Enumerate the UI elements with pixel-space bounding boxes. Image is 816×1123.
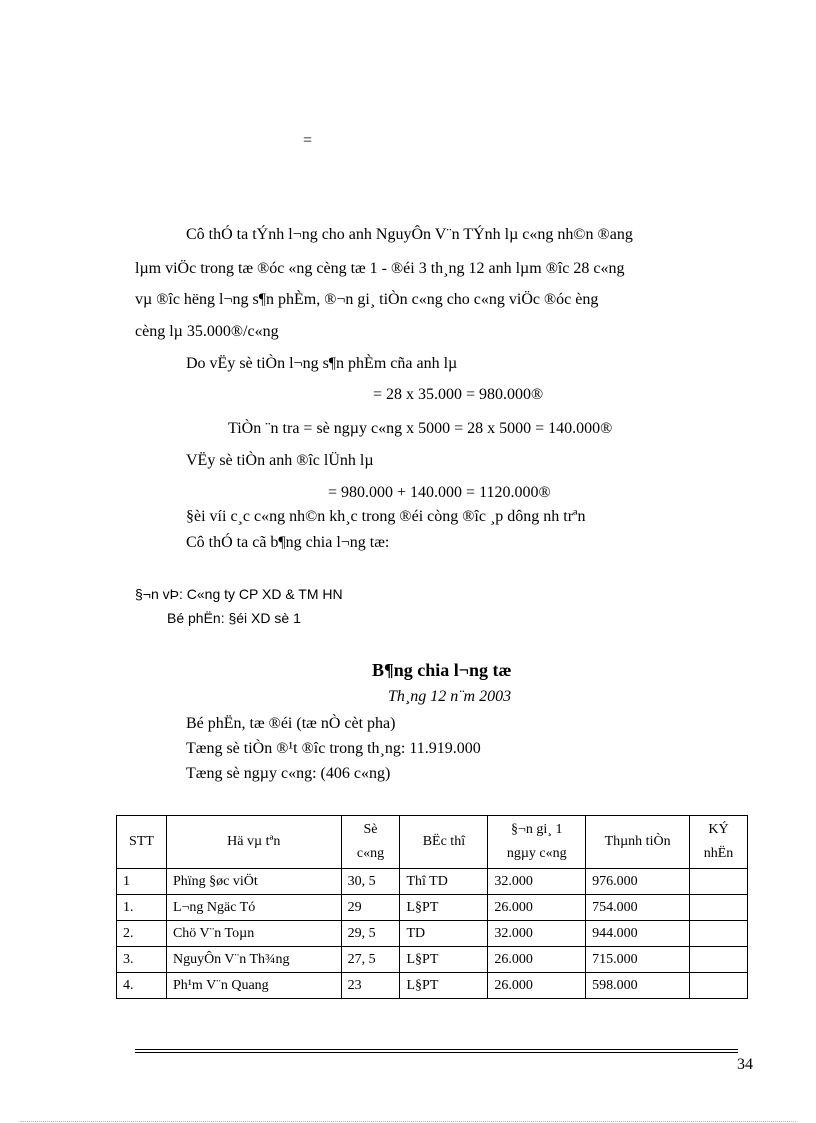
equals-sign: = [303,132,313,149]
calc-line: = 980.000 + 140.000 = 1120.000® [328,484,551,501]
cell-days: 29 [341,895,400,921]
calc-line: Cô thÓ ta cã b¶ng chia l¬ng tæ: [186,534,390,551]
cell-name: Phïng §øc viÖt [166,869,341,895]
cell-unit-price: 26.000 [488,895,586,921]
cell-stt: 3. [117,947,167,973]
table-row [117,973,748,999]
cell-stt: 1. [117,895,167,921]
header-days: Sè c«ng [341,816,400,869]
cell-unit-price: 32.000 [488,921,586,947]
table-row [117,895,748,921]
table-row [117,869,748,895]
footer-rule [135,1049,738,1050]
header-signature: KÝ nhËn [690,816,748,869]
cell-stt: 1 [117,869,167,895]
cell-signature [690,895,748,921]
cell-amount: 976.000 [586,869,690,895]
cell-amount: 715.000 [586,947,690,973]
calc-line: §èi víi c¸c c«ng nh©n kh¸c trong ®éi còng ®îc ¸p dông nh trªn [186,508,586,525]
header-grade: BËc thî [400,816,488,869]
cell-name: L¬ng Ngäc Tó [166,895,341,921]
table-subtitle: Th¸ng 12 n¨m 2003 [388,688,512,705]
cell-unit-price: 26.000 [488,973,586,999]
info-line: Tæng sè tiÒn ®¹t ®îc trong th¸ng: 11.919.000 [186,740,481,757]
calc-line: TiÒn ¨n tra = sè ngµy c«ng x 5000 = 28 x 5000 = 140.000® [228,420,613,437]
info-line: Tæng sè ngµy c«ng: (406 c«ng) [186,765,391,782]
paragraph-line: lµm viÖc trong tæ ®óc «ng cèng tæ 1 - ®éi 3 th¸ng 12 anh lµm ®îc 28 c«ng [135,260,625,277]
cell-amount: 754.000 [586,895,690,921]
cell-days: 27, 5 [341,947,400,973]
cell-unit-price: 32.000 [488,869,586,895]
header-unit-price: §¬n gi¸ 1 ngµy c«ng [488,816,586,869]
info-line: Bé phËn, tæ ®éi (tæ nÒ cèt pha) [186,715,396,732]
department-line: Bé phËn: §éi XD sè 1 [167,610,301,626]
cell-stt: 4. [117,973,167,999]
header-name: Hä vµ tªn [166,816,341,869]
cell-stt: 2. [117,921,167,947]
cell-grade: TD [400,921,488,947]
cell-days: 23 [341,973,400,999]
cell-grade: L§PT [400,973,488,999]
unit-line: §¬n vÞ: C«ng ty CP XD & TM HN [135,586,343,602]
table-title: B¶ng chia l¬ng tæ [372,660,512,680]
cell-days: 29, 5 [341,921,400,947]
page-bottom-border [20,1121,796,1122]
cell-name: Ph¹m V¨n Quang [166,973,341,999]
calc-line: Do vËy sè tiÒn l¬ng s¶n phÈm cña anh lµ [186,355,458,372]
cell-name: NguyÔn V¨n Th¾ng [166,947,341,973]
footer-rule [135,1052,738,1053]
table-row [117,921,748,947]
cell-name: Chö V¨n Toµn [166,921,341,947]
paragraph-line: vµ ®îc hëng l¬ng s¶n phÈm, ®¬n gi¸ tiÒn c«ng cho c«ng viÖc ®óc èng [135,291,599,308]
cell-amount: 598.000 [586,973,690,999]
cell-grade: Thî TD [400,869,488,895]
header-amount: Thµnh tiÒn [586,816,690,869]
header-stt: STT [117,816,167,869]
salary-table [116,815,748,999]
cell-grade: L§PT [400,895,488,921]
cell-signature [690,947,748,973]
paragraph-line: cèng lµ 35.000®/c«ng [135,323,279,340]
page-number: 34 [737,1056,753,1073]
cell-unit-price: 26.000 [488,947,586,973]
paragraph-line: Cô thÓ ta tÝnh l¬ng cho anh NguyÔn V¨n TÝnh lµ c«ng nh©n ®ang [186,226,633,243]
cell-signature [690,973,748,999]
cell-amount: 944.000 [586,921,690,947]
cell-signature [690,921,748,947]
calc-line: VËy sè tiÒn anh ®îc lÜnh lµ [186,452,374,469]
calc-line: = 28 x 35.000 = 980.000® [373,386,544,403]
cell-signature [690,869,748,895]
table-row [117,947,748,973]
cell-grade: L§PT [400,947,488,973]
table-header-row [117,816,748,869]
cell-days: 30, 5 [341,869,400,895]
